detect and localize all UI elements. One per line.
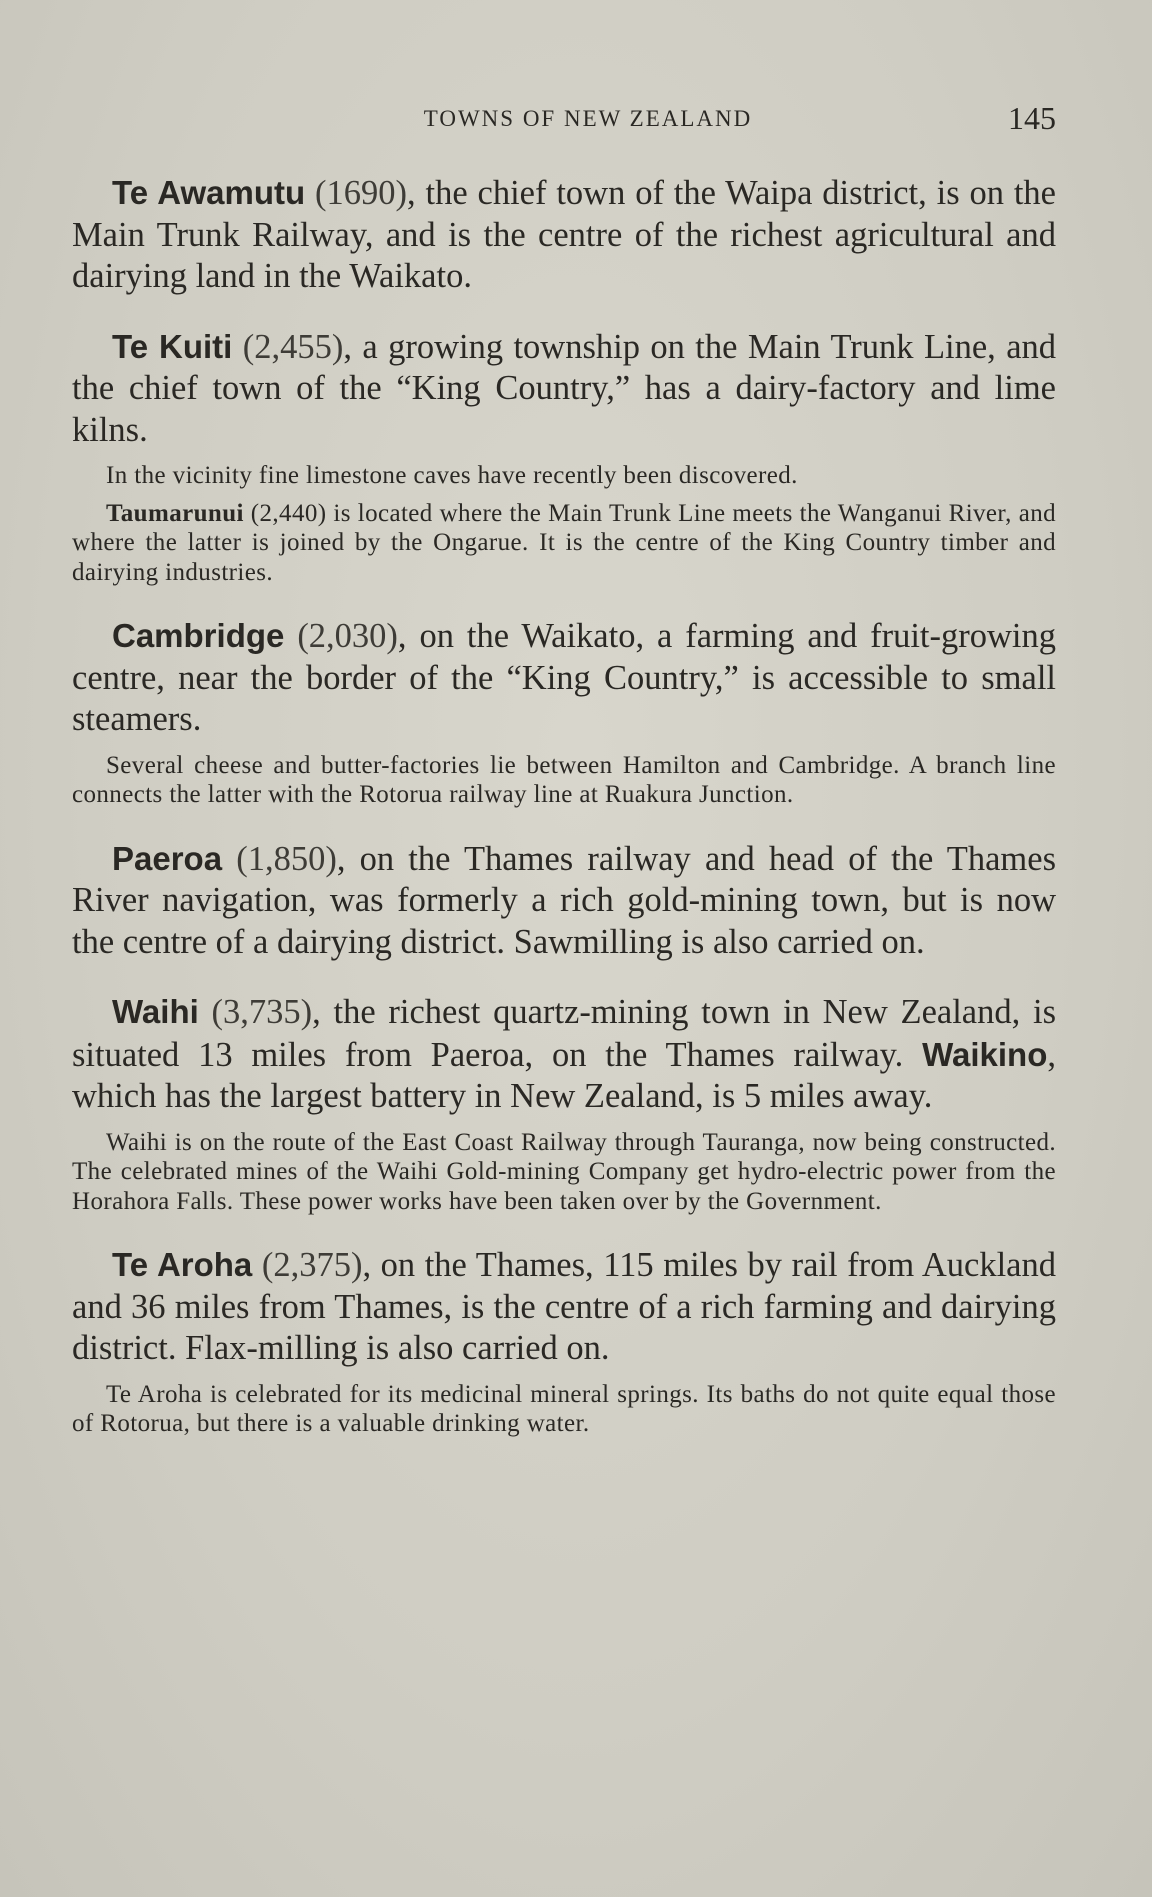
entry-paragraph: [72, 991, 1056, 1118]
page-header: [120, 100, 1056, 140]
entry-text: , the chief town of the Waipa district, is on the Main Trunk Railway, and is the centre of the richest agricultural and dairying land in the Waikato.: [72, 174, 1056, 295]
entry-paragraph: [72, 326, 1056, 452]
entry-paragraph: [72, 1244, 1056, 1370]
entry-text: , on the Thames, 115 miles by rail from Auckland and 36 miles from Thames, is the centre of a rich farming and dairying district. Flax-milling is also carried on.: [72, 1246, 1056, 1367]
entry-te-awamutu: [72, 172, 1056, 298]
entry-text: , on the Waikato, a farming and fruit-growing centre, near the border of the “King Country,” is accessible to small steamers.: [72, 617, 1056, 738]
entry-text: , on the Thames railway and head of the Thames River navigation, was formerly a rich gold-mining town, but is now the centre of a dairying district. Sawmilling is also carried on.: [72, 839, 1057, 961]
entry-cambridge: [72, 615, 1056, 810]
town-name: Te Kuiti: [112, 327, 233, 365]
entry-paragraph: [72, 172, 1056, 298]
entry-paeroa: [72, 838, 1056, 964]
entry-paragraph: [72, 615, 1056, 741]
town-name: Te Aroha: [112, 1246, 253, 1283]
town-name: Te Awamutu: [112, 174, 306, 211]
note-text: (2,440) is located where the Main Trunk Line meets the Wanganui River, and where the latter is joined by the Ongarue. It is the centre of the King Country timber and dairying industries.: [72, 499, 1056, 586]
town-name-waikino: Waikino: [922, 1035, 1048, 1073]
entry-note: Several cheese and butter-factories lie between Hamilton and Cambridge. A branch line connects the latter with the Rotorua railway line at Ruakura Junction.: [72, 751, 1056, 808]
entry-te-kuiti: [72, 326, 1056, 588]
entry-te-aroha: [72, 1244, 1056, 1439]
town-name: Taumarunui: [106, 499, 244, 527]
entry-text: , a growing township on the Main Trunk Line, and the chief town of the “King Country,” has a dairy-factory and lime kilns.: [72, 327, 1057, 449]
town-name: Paeroa: [112, 839, 223, 877]
population: (1690): [315, 174, 408, 212]
population: (2,455): [242, 327, 344, 366]
entry-text: , the richest quartz-mining town in New Zealand, is situated 13 miles from Paeroa, on the Thames railway.: [72, 993, 1057, 1074]
entry-paragraph: [72, 838, 1056, 964]
entry-waihi: [72, 991, 1056, 1216]
running-title: TOWNS OF NEW ZEALAND: [423, 106, 753, 131]
entry-text-waikino: , which has the largest battery in New Zealand, is 5 miles away.: [72, 1035, 1056, 1115]
population: (1,850): [236, 839, 337, 878]
entry-note: Waihi is on the route of the East Coast Railway through Tauranga, now being constructed. The celebrated mines of the Waihi Gold-mining Company get hydro-electric power from the Horahora Falls. These power works have been taken over by the Government.: [72, 1128, 1056, 1215]
page-number: 145: [1008, 100, 1056, 136]
entry-note-taumarunui: [72, 499, 1056, 588]
entry-note: Te Aroha is celebrated for its medicinal mineral springs. Its baths do not quite equal those of Rotorua, but there is a valuable drinking water.: [72, 1380, 1056, 1437]
town-name: Cambridge: [112, 617, 285, 654]
entry-note: In the vicinity fine limestone caves have recently been discovered.: [106, 462, 798, 489]
population: (2,375): [261, 1246, 363, 1284]
page-body: [72, 172, 1056, 1467]
population: (3,735): [211, 993, 313, 1031]
population: (2,030): [297, 617, 398, 655]
town-name: Waihi: [112, 993, 199, 1030]
